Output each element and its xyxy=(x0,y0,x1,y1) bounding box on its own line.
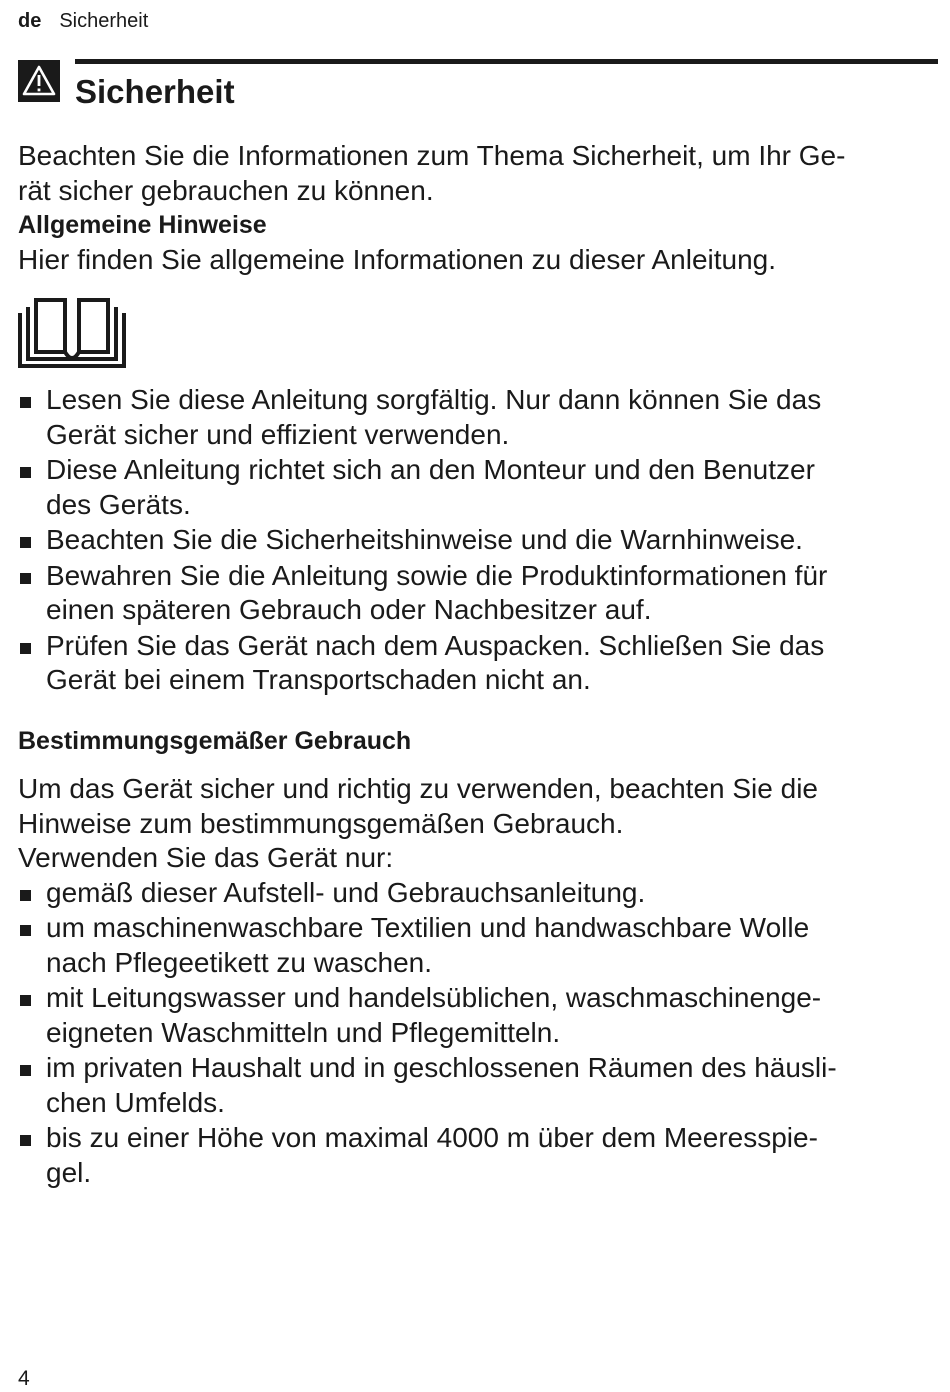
list-item-line: chen Umfelds. xyxy=(46,1086,225,1118)
list-item xyxy=(18,981,938,1050)
list-item xyxy=(18,1121,938,1190)
list-item-line: Beachten Sie die Sicherheitshinweise und die Warnhinweise. xyxy=(46,524,803,555)
intended-intro-line: Um das Gerät sicher und richtig zu verwenden, beachten Sie die xyxy=(18,773,818,804)
general-text: Hier finden Sie allgemeine Informationen zu dieser Anleitung. xyxy=(18,243,777,275)
page-title: Sicherheit xyxy=(75,73,235,110)
language-code: de xyxy=(18,10,42,32)
list-item-line: eigneten Waschmitteln und Pflegemitteln. xyxy=(46,1016,561,1048)
list-item xyxy=(18,876,938,911)
list-item-line: einen späteren Gebrauch oder Nachbesitzer auf. xyxy=(46,594,652,625)
intro-paragraph xyxy=(18,139,938,208)
list-item-line: mit Leitungswasser und handelsüblichen, waschmaschinenge- xyxy=(46,982,822,1013)
list-item-line: Bewahren Sie die Anleitung sowie die Produktinformationen für xyxy=(46,559,828,591)
intro-line: rät sicher gebrauchen zu können. xyxy=(18,174,434,206)
title-rule xyxy=(75,59,938,64)
list-item-line: des Geräts. xyxy=(46,488,191,520)
running-header xyxy=(18,8,148,34)
general-heading: Allgemeine Hinweise xyxy=(18,211,267,239)
list-item xyxy=(18,523,938,558)
list-item-line: bis zu einer Höhe von maximal 4000 m über dem Meeresspie- xyxy=(46,1122,818,1153)
list-item-line: Gerät sicher und effizient verwenden. xyxy=(46,418,510,450)
intended-use-heading: Bestimmungsgemäßer Gebrauch xyxy=(18,726,412,755)
list-item xyxy=(18,453,938,522)
list-item-line: nach Pflegeetikett zu waschen. xyxy=(46,946,433,978)
list-item-line: im privaten Haushalt und in geschlossenen Räumen des häusli- xyxy=(46,1052,837,1083)
list-item-line: gel. xyxy=(46,1156,92,1188)
open-book-icon xyxy=(18,297,126,369)
general-bullet-list xyxy=(18,383,938,698)
list-item-line: um maschinenwaschbare Textilien und handwaschbare Wolle xyxy=(46,912,810,943)
main-content xyxy=(18,139,938,1191)
intended-bullet-list xyxy=(18,876,938,1191)
list-item-line: Diese Anleitung richtet sich an den Monteur und den Benutzer xyxy=(46,454,815,485)
intro-line: Beachten Sie die Informationen zum Thema Sicherheit, um Ihr Ge- xyxy=(18,140,846,171)
list-item xyxy=(18,559,938,628)
intended-use-intro xyxy=(18,772,938,876)
list-item xyxy=(18,383,938,452)
header-section: Sicherheit xyxy=(59,10,149,32)
list-item-line: Prüfen Sie das Gerät nach dem Auspacken. Schließen Sie das xyxy=(46,629,825,661)
intended-lead: Verwenden Sie das Gerät nur: xyxy=(18,842,394,873)
list-item-line: Gerät bei einem Transportschaden nicht an. xyxy=(46,664,591,695)
list-item-line: gemäß dieser Aufstell- und Gebrauchsanleitung. xyxy=(46,876,646,908)
warning-triangle-icon xyxy=(18,60,60,102)
page-number: 4 xyxy=(18,1367,30,1390)
list-item xyxy=(18,911,938,980)
list-item-line: Lesen Sie diese Anleitung sorgfältig. Nur dann können Sie das xyxy=(46,384,822,415)
intended-intro-line: Hinweise zum bestimmungsgemäßen Gebrauch. xyxy=(18,807,624,839)
list-item xyxy=(18,1051,938,1120)
list-item xyxy=(18,629,938,698)
